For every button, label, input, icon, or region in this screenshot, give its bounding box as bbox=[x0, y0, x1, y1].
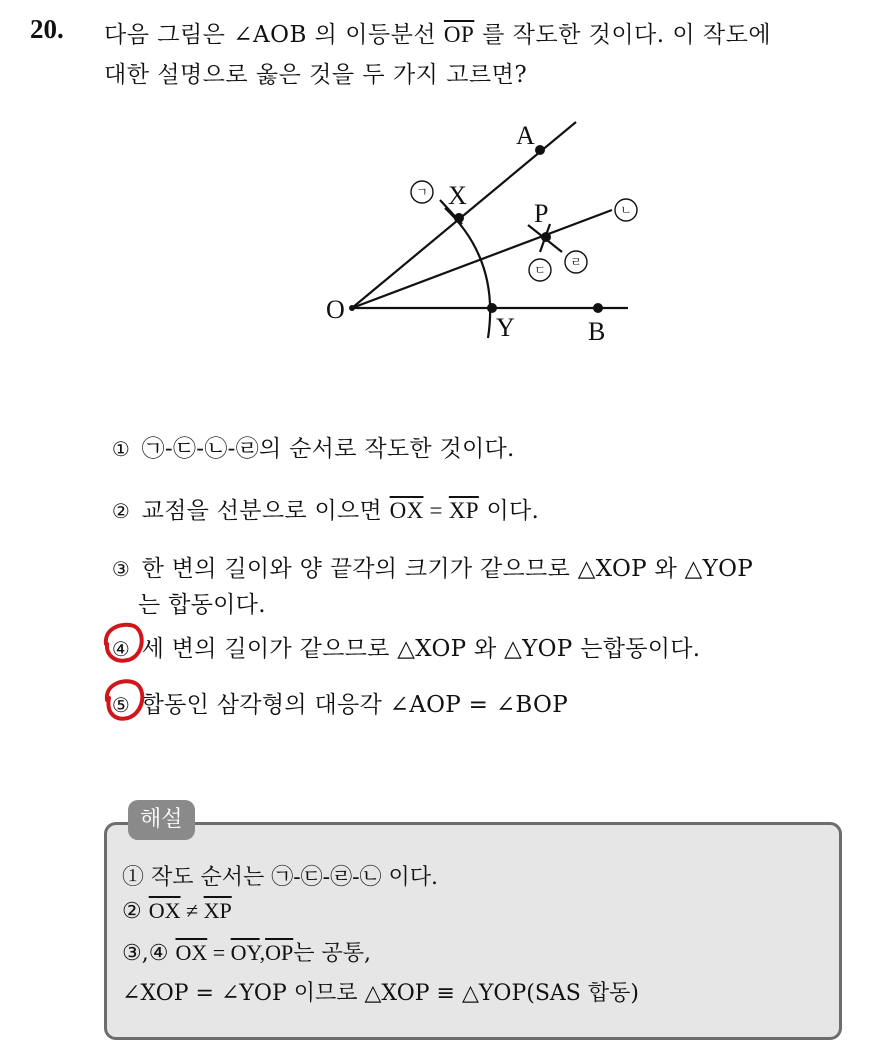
option-2-text-a: 교점을 선분으로 이으면 bbox=[141, 498, 383, 524]
svg-text:ㄷ: ㄷ bbox=[534, 263, 546, 277]
question-text-a: 다음 그림은 ∠AOB 의 이등분선 bbox=[104, 22, 437, 48]
option-2-text-b: 이다. bbox=[478, 498, 540, 524]
option-2-segment-xp: $\overline{XP}$ bbox=[448, 498, 479, 523]
solution-line-1: ① 작도 순서는 ㉠-㉢-㉣-㉡ 이다. bbox=[122, 865, 439, 890]
segment-op: $\overline{OP}$ bbox=[443, 22, 475, 47]
label-p: P bbox=[534, 199, 549, 228]
option-2[interactable] bbox=[108, 492, 539, 525]
option-5[interactable] bbox=[108, 686, 568, 719]
solution-segment-xp: $\overline{XP}$ bbox=[203, 898, 232, 923]
solution-box bbox=[104, 822, 842, 1040]
point-p bbox=[541, 232, 551, 242]
option-5-text: 합동인 삼각형의 대응각 ∠AOP = ∠BOP bbox=[141, 692, 568, 718]
solution-line-2-number: ② bbox=[122, 899, 142, 924]
question-line-2: 대한 설명으로 옳은 것을 두 가지 고르면? bbox=[104, 62, 528, 88]
svg-text:ㄴ: ㄴ bbox=[620, 203, 632, 217]
option-4-text: 세 변의 길이가 같으므로 △XOP 와 △YOP 는합동이다. bbox=[141, 636, 701, 662]
option-2-equals: = bbox=[423, 498, 449, 523]
svg-text:ㄹ: ㄹ bbox=[570, 255, 582, 269]
question-number: 20. bbox=[30, 14, 64, 44]
answer-mark-4 bbox=[98, 618, 148, 668]
svg-text:ㄱ: ㄱ bbox=[416, 185, 428, 199]
solution-line-3-equals: = bbox=[207, 940, 231, 965]
label-y: Y bbox=[496, 313, 515, 342]
option-4[interactable] bbox=[108, 630, 700, 663]
solution-line-4: ∠XOP = ∠YOP 이므로 △XOP ≡ △YOP(SAS 합동) bbox=[122, 981, 639, 1006]
option-2-segment-ox: $\overline{OX}$ bbox=[389, 498, 424, 523]
option-1-number: ① bbox=[111, 437, 131, 461]
question-text-b: 를 작도한 것이다. 이 작도에 bbox=[482, 22, 772, 48]
option-4-number: ④ bbox=[111, 637, 131, 661]
arc-xy bbox=[445, 208, 490, 338]
solution-line-3 bbox=[122, 936, 371, 967]
point-x bbox=[454, 213, 464, 223]
option-5-number: ⑤ bbox=[111, 693, 131, 717]
step-label-4 bbox=[565, 251, 587, 273]
solution-not-equal: ≠ bbox=[180, 898, 204, 923]
step-label-1 bbox=[411, 181, 433, 203]
solution-line-3-ox: $\overline{OX}$ bbox=[175, 940, 208, 965]
label-b: B bbox=[588, 317, 606, 346]
label-a: A bbox=[516, 121, 535, 150]
question-line-1 bbox=[104, 16, 771, 49]
option-2-number: ② bbox=[111, 499, 131, 523]
angle-bisector-figure bbox=[300, 110, 640, 355]
answer-mark-5 bbox=[98, 674, 148, 728]
point-b bbox=[593, 303, 603, 313]
solution-line-3-number: ③,④ bbox=[122, 941, 169, 966]
solution-tag: 해설 bbox=[128, 800, 195, 840]
option-3-continued: 는 합동이다. bbox=[138, 592, 266, 618]
option-3-text: 한 변의 길이와 양 끝각의 크기가 같으므로 △XOP 와 △YOP bbox=[141, 556, 754, 582]
option-1[interactable] bbox=[108, 430, 515, 463]
solution-line-3-end: 는 공통, bbox=[293, 941, 371, 966]
point-y bbox=[487, 303, 497, 313]
point-a bbox=[535, 145, 545, 155]
point-o bbox=[349, 305, 355, 311]
solution-segment-ox: $\overline{OX}$ bbox=[148, 898, 181, 923]
solution-line-3-oy: $\overline{OY}$ bbox=[230, 940, 260, 965]
solution-line-3-op: $\overline{OP}$ bbox=[265, 940, 294, 965]
option-1-text: ㉠-㉢-㉡-㉣의 순서로 작도한 것이다. bbox=[141, 436, 515, 462]
option-3[interactable] bbox=[108, 550, 753, 583]
option-3-number: ③ bbox=[111, 557, 131, 581]
step-label-2 bbox=[615, 199, 637, 221]
solution-line-2 bbox=[122, 898, 232, 924]
solution-line-3-comma: , bbox=[259, 940, 266, 965]
label-x: X bbox=[448, 181, 467, 210]
step-label-3 bbox=[529, 259, 551, 281]
label-o: O bbox=[326, 295, 345, 324]
